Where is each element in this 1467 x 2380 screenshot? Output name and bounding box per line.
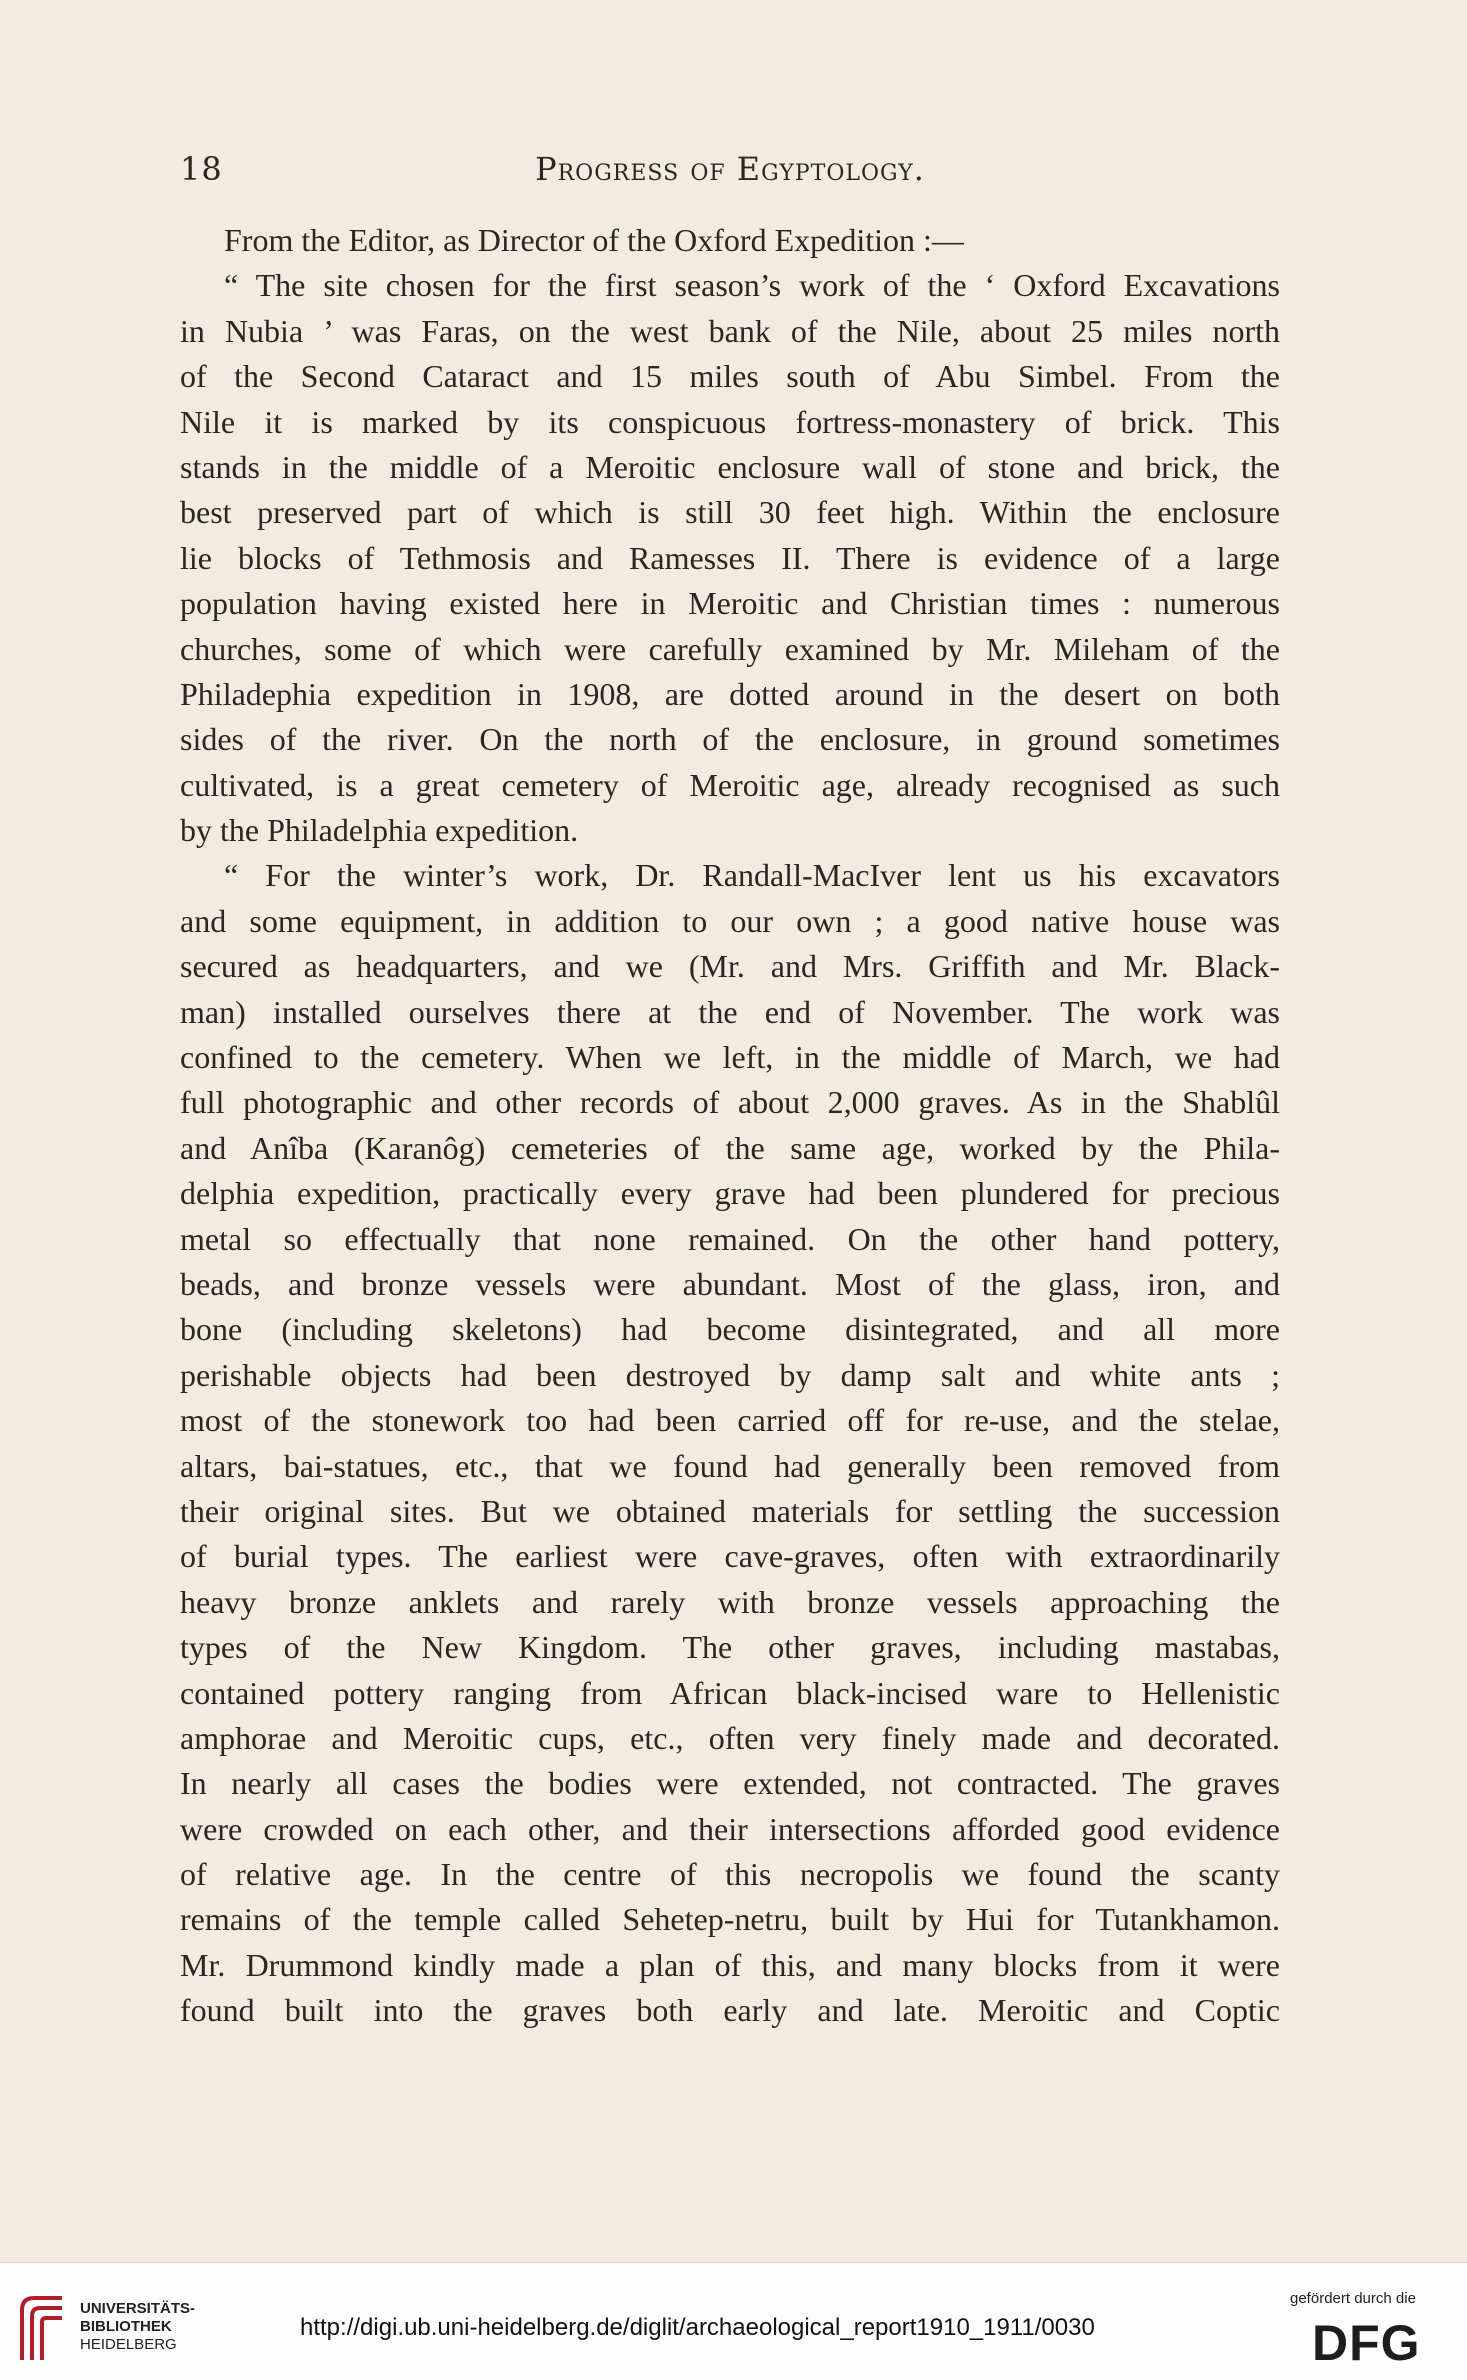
text-line: altars, bai-statues, etc., that we found had generally been removed from — [180, 1447, 1280, 1484]
text-line: and Anîba (Karanôg) cemeteries of the same age, worked by the Phila- — [180, 1129, 1280, 1166]
text-line: full photographic and other records of about 2,000 graves. As in the Shablûl — [180, 1084, 1280, 1121]
text-line: From the Editor, as Director of the Oxford Expedition :— — [224, 222, 964, 258]
running-title: Progress of Egyptology. — [535, 150, 925, 188]
text-line: their original sites. But we obtained materials for settling the succession — [180, 1492, 1280, 1529]
funding-text: gefördert durch die — [1290, 2290, 1416, 2307]
text-line: Nile it is marked by its conspicuous fortress-monastery of brick. This — [180, 403, 1280, 440]
library-name — [80, 2300, 195, 2354]
text-line: “ For the winter’s work, Dr. Randall-MacIver lent us his excavators — [224, 857, 1280, 894]
text-line: bone (including skeletons) had become disintegrated, and all more — [180, 1311, 1280, 1348]
dfg-logo: DFG — [1312, 2315, 1421, 2371]
text-line: remains of the temple called Sehetep-netru, built by Hui for Tutankhamon. — [180, 1901, 1280, 1938]
text-line: in Nubia ’ was Faras, on the west bank of the Nile, about 25 miles north — [180, 312, 1280, 349]
text-line: delphia expedition, practically every grave had been plundered for precious — [180, 1175, 1280, 1212]
text-line: churches, some of which were carefully examined by Mr. Mileham of the — [180, 630, 1280, 667]
text-line: In nearly all cases the bodies were extended, not contracted. The graves — [180, 1765, 1280, 1802]
text-line: amphorae and Meroitic cups, etc., often very finely made and decorated. — [180, 1719, 1280, 1756]
text-line: perishable objects had been destroyed by damp salt and white ants ; — [180, 1356, 1280, 1393]
text-line: population having existed here in Meroitic and Christian times : numerous — [180, 585, 1280, 622]
text-line: metal so effectually that none remained. On the other hand pottery, — [180, 1220, 1280, 1257]
text-line: secured as headquarters, and we (Mr. and Mrs. Griffith and Mr. Black- — [180, 948, 1280, 985]
text-line: stands in the middle of a Meroitic enclosure wall of stone and brick, the — [180, 448, 1280, 485]
text-line: most of the stonework too had been carried off for re-use, and the stelae, — [180, 1402, 1280, 1439]
text-line: lie blocks of Tethmosis and Ramesses II. There is evidence of a large — [180, 539, 1280, 576]
text-line: by the Philadelphia expedition. — [180, 812, 579, 849]
text-line: best preserved part of which is still 30 feet high. Within the enclosure — [180, 494, 1280, 531]
text-line: and some equipment, in addition to our own ; a good native house was — [180, 902, 1280, 939]
text-line: found built into the graves both early and late. Meroitic and Coptic — [180, 1992, 1280, 2029]
page-header — [180, 150, 1280, 200]
text-line: cultivated, is a great cemetery of Meroitic age, already recognised as such — [180, 766, 1280, 803]
text-line: of the Second Cataract and 15 miles south of Abu Simbel. From the — [180, 358, 1280, 395]
text-line: were crowded on each other, and their intersections afforded good evidence — [180, 1810, 1280, 1847]
library-name-line3: HEIDELBERG — [80, 2336, 177, 2353]
text-line: beads, and bronze vessels were abundant. Most of the glass, iron, and — [180, 1265, 1280, 1302]
text-line: “ The site chosen for the first season’s work of the ‘ Oxford Excavations — [224, 267, 1280, 304]
footer-divider — [0, 2262, 1467, 2263]
footer-bar — [0, 2262, 1467, 2380]
body-text — [180, 218, 1280, 2034]
text-line: heavy bronze anklets and rarely with bronze vessels approaching the — [180, 1583, 1280, 1620]
text-line: contained pottery ranging from African black-incised ware to Hellenistic — [180, 1674, 1280, 1711]
text-line: confined to the cemetery. When we left, in the middle of March, we had — [180, 1039, 1280, 1076]
text-line: of burial types. The earliest were cave-graves, often with extraordinarily — [180, 1538, 1280, 1575]
library-name-line1: UNIVERSITÄTS- — [80, 2300, 196, 2317]
text-line: sides of the river. On the north of the enclosure, in ground sometimes — [180, 721, 1280, 758]
library-logo-icon — [12, 2290, 72, 2362]
text-line: of relative age. In the centre of this necropolis we found the scanty — [180, 1856, 1280, 1893]
text-line: Mr. Drummond kindly made a plan of this, and many blocks from it were — [180, 1946, 1280, 1983]
text-line: Philadephia expedition in 1908, are dotted around in the desert on both — [180, 675, 1280, 712]
library-name-line2: BIBLIOTHEK — [80, 2318, 172, 2335]
page-number: 18 — [180, 150, 223, 188]
text-line: types of the New Kingdom. The other graves, including mastabas, — [180, 1629, 1280, 1666]
text-line: man) installed ourselves there at the end of November. The work was — [180, 993, 1280, 1030]
permalink-url[interactable]: http://digi.ub.uni-heidelberg.de/diglit/archaeological_report1910_1911/0030 — [300, 2314, 1095, 2341]
